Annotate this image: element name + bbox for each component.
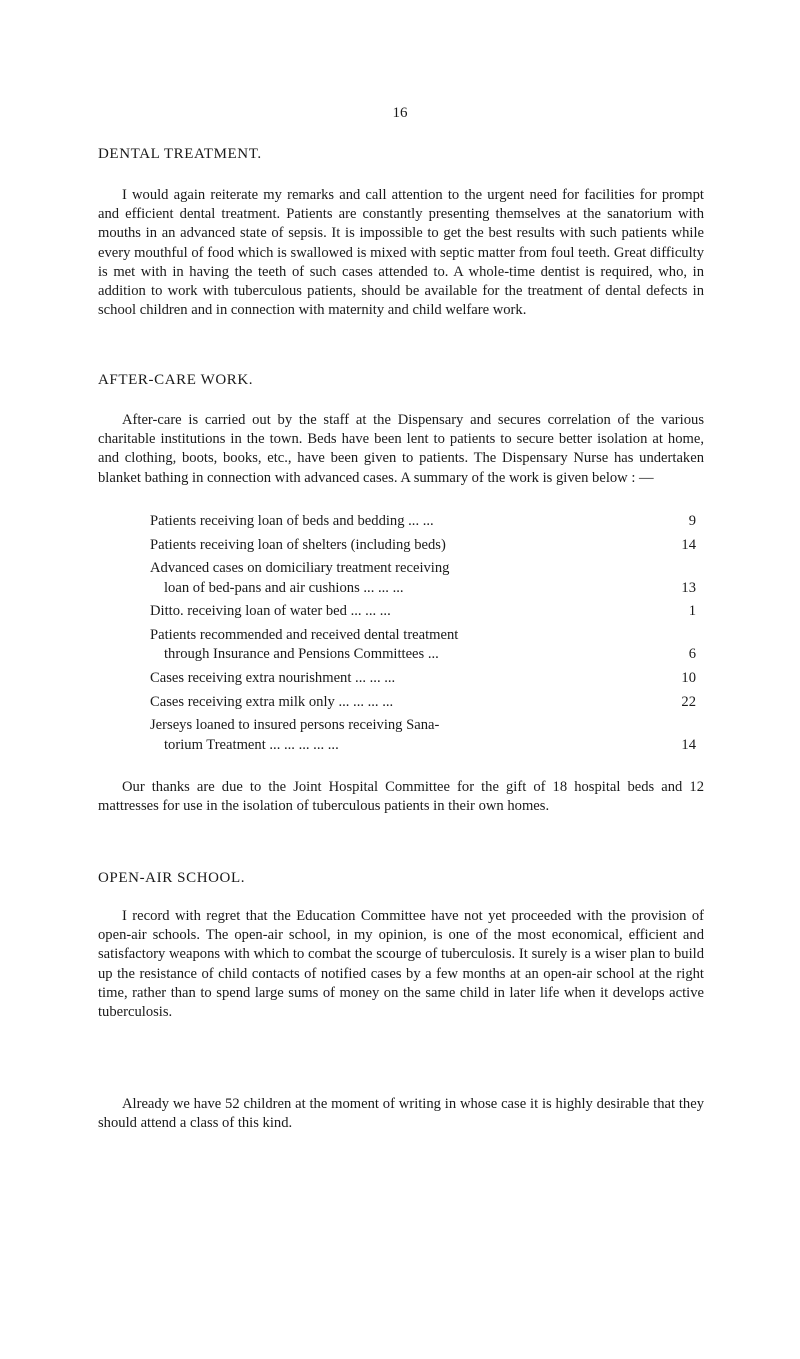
summary-item-label: Patients receiving loan of beds and bedding ... ... <box>150 513 434 529</box>
summary-item <box>150 626 696 664</box>
summary-item <box>150 669 696 688</box>
summary-item-label: Ditto. receiving loan of water bed ... ... ... <box>150 603 391 620</box>
thanks-paragraph: Our thanks are due to the Joint Hospital Committee for the gift of 18 hospital beds and 12 mattresses for use in the isolation of tuberculous patients in their own homes. <box>98 779 704 815</box>
summary-item <box>150 536 696 555</box>
after-care-heading: AFTER-CARE WORK. <box>98 372 254 388</box>
summary-item <box>150 559 696 597</box>
summary-item <box>150 693 696 712</box>
summary-item <box>150 716 696 754</box>
after-care-summary-list <box>150 512 696 759</box>
open-air-paragraph-1: I record with regret that the Education Committee have not yet proceeded with the provision of open-air schools. The open-air school, in my opinion, is one of the most economical, efficient and satisfactory weapons with which to combat the scourge of tuberculosis. It surely is a wiser plan to build up the resistance of child contacts of notified cases by a few months at an open-air school at the right time, rather than to spend large sums of money on the same child in later life when it develops active tuberculosis. <box>98 908 704 1021</box>
summary-item-value: 14 <box>681 536 696 553</box>
summary-item-label: Patients receiving loan of shelters (including beds) <box>150 536 446 553</box>
summary-item-value: 9 <box>688 513 696 529</box>
summary-item-label: Cases receiving extra milk only ... ... ... ... <box>150 693 394 710</box>
dental-paragraph: I would again reiterate my remarks and call attention to the urgent need for facilities for prompt and efficient dental treatment. Patients are constantly presenting themselves at the sanatorium with mouths in an advanced state of sepsis. It is impossible to get the best results with such patients while every mouthful of food which is swallowed is mixed with septic matter from foul teeth. Great difficulty is met with in having the teeth of such cases attended to. A whole-time dentist is required, who, in addition to work with tuberculous patients, should be available for the treatment of dental defects in school children and in connection with maternity and child welfare work. <box>98 187 704 319</box>
summary-item-label: Advanced cases on domiciliary treatment receiving loan of bed-pans and air cushions ... ... ... <box>150 560 450 596</box>
summary-item <box>150 512 696 531</box>
summary-item-value: 1 <box>688 603 696 620</box>
after-care-paragraph: After-care is carried out by the staff at the Dispensary and secures correlation of the various charitable institutions in the town. Beds have been lent to patients to secure better isolation at home, and clothing, boots, books, etc., have been given to patients. The Dispensary Nurse has undertaken blanket bathing in connection with advanced cases. A summary of the work is given below : — <box>98 412 704 486</box>
summary-item-label: Cases receiving extra nourishment ... ... ... <box>150 669 396 686</box>
open-air-heading: OPEN-AIR SCHOOL. <box>98 870 246 886</box>
page-number: 16 <box>392 105 408 121</box>
open-air-paragraph-2: Already we have 52 children at the moment of writing in whose case it is highly desirable that they should attend a class of this kind. <box>98 1096 704 1132</box>
summary-item-value: 14 <box>681 736 696 753</box>
summary-item-value: 10 <box>681 669 696 686</box>
summary-item-label: Patients recommended and received dental treatment through Insurance and Pensions Committees ... <box>150 627 459 663</box>
summary-item-value: 22 <box>681 693 696 710</box>
summary-item-label: Jerseys loaned to insured persons receiving Sana- torium Treatment ... ... ... ... ... <box>150 717 440 753</box>
summary-item <box>150 602 696 621</box>
summary-item-value: 6 <box>688 646 696 663</box>
dental-heading: DENTAL TREATMENT. <box>98 146 262 162</box>
summary-item-value: 13 <box>681 579 696 596</box>
